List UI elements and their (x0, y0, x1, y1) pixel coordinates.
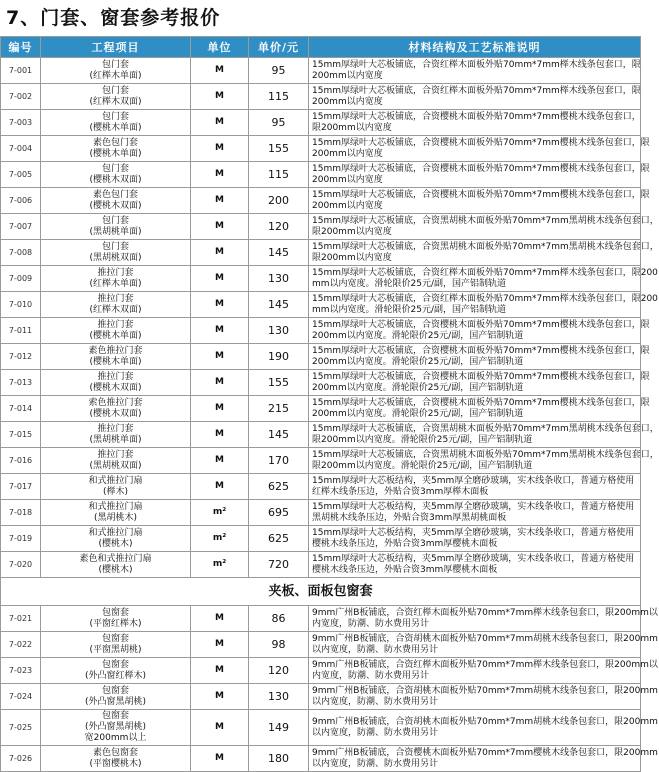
item-unit: m² (191, 552, 249, 578)
item-name-line: 宽200mm以上 (84, 733, 147, 743)
item-unit: M (191, 188, 249, 214)
item-code: 7-003 (1, 110, 41, 136)
item-name-line: 包门套 (101, 241, 129, 252)
item-name (41, 448, 191, 474)
item-code: 7-011 (1, 318, 41, 344)
item-name (41, 292, 191, 318)
item-name (41, 214, 191, 240)
item-name (41, 632, 191, 658)
item-unit: M (191, 370, 249, 396)
item-description-line: 15mm厚绿叶大芯板铺底，合资樱桃木面板外贴70mm*7mm樱桃木线条包套口，限 (312, 189, 650, 200)
item-price: 120 (249, 658, 309, 684)
table-row (1, 318, 641, 344)
item-code: 7-006 (1, 188, 41, 214)
table-row (1, 448, 641, 474)
item-unit: M (191, 684, 249, 710)
item-description-line: 15mm厚绿叶大芯板铺底，合资红榉木面板外贴70mm*7mm榉木线条包套口，限200 (312, 293, 658, 304)
item-name-line: 和式推拉门扇 (88, 527, 143, 538)
item-unit: M (191, 606, 249, 632)
item-description (309, 684, 658, 710)
item-code: 7-007 (1, 214, 41, 240)
item-description-line: 15mm厚绿叶大芯板结构，夹5mm厚全磨砂玻璃，实木线条收口，普通方格使用 (312, 501, 635, 512)
table-row (1, 746, 641, 772)
item-description-line: 200mm以内宽度 (312, 96, 383, 107)
item-description-line: 15mm厚绿叶大芯板铺底，合资黑胡桃木面板外贴70mm*7mm黑胡桃木线条包套口， (312, 215, 659, 226)
item-description-line: 15mm厚绿叶大芯板铺底，合资黑胡桃木面板外贴70mm*7mm黑胡桃木线条包套口， (312, 449, 659, 460)
item-name-line: (樱桃木双面) (89, 408, 142, 419)
item-description-line: 9mm广州B板铺底，合资红榉木面板外贴70mm*7mm榉木线条包套口，限200mm以 (312, 659, 658, 670)
item-unit: M (191, 58, 249, 84)
item-price: 200 (249, 188, 309, 214)
table-row (1, 136, 641, 162)
item-code: 7-026 (1, 746, 41, 772)
item-name-line: 素色推拉门套 (88, 345, 143, 356)
item-code: 7-010 (1, 292, 41, 318)
item-price: 155 (249, 136, 309, 162)
item-code: 7-025 (1, 710, 41, 746)
item-price: 625 (249, 526, 309, 552)
item-description (309, 162, 650, 188)
item-unit: M (191, 110, 249, 136)
item-description (309, 552, 641, 578)
item-name-line: 推拉门套 (97, 319, 134, 330)
item-description-line: 9mm广州B板铺底，合资胡桃木面板外贴70mm*7mm胡桃木线条包套口，限200mm (312, 633, 658, 644)
item-code: 7-021 (1, 606, 41, 632)
item-name (41, 240, 191, 266)
item-name-line: 包窗套 (101, 633, 129, 644)
table-row (1, 606, 641, 632)
table-body-windows (1, 606, 658, 772)
item-description (309, 318, 650, 344)
item-name-line: 推拉门套 (97, 293, 134, 304)
table-row (1, 110, 641, 136)
item-description (309, 474, 641, 500)
item-price: 98 (249, 632, 309, 658)
item-unit: M (191, 658, 249, 684)
item-name-line: (红榉木单面) (89, 70, 142, 81)
table-row (1, 58, 641, 84)
item-name (41, 474, 191, 500)
item-price: 120 (249, 214, 309, 240)
header-code: 编号 (1, 37, 41, 58)
section-row (1, 578, 641, 606)
item-description (309, 188, 650, 214)
table-row (1, 84, 641, 110)
item-code: 7-019 (1, 526, 41, 552)
item-unit: M (191, 474, 249, 500)
item-description-line: 以内宽度，防潮、防水费用另计 (312, 644, 439, 655)
table-body-doors (1, 58, 659, 578)
item-description-line: 15mm厚绿叶大芯板结构，夹5mm厚全磨砂玻璃，实木线条收口，普通方格使用 (312, 527, 635, 538)
item-code: 7-005 (1, 162, 41, 188)
table-row (1, 162, 641, 188)
item-name-line: 素色包门套 (92, 137, 138, 148)
item-price: 130 (249, 684, 309, 710)
item-description-line: 15mm厚绿叶大芯板铺底，合资黑胡桃木面板外贴70mm*7mm黑胡桃木线条包套口， (312, 423, 659, 434)
item-name-line: (樱桃木双面) (89, 382, 142, 393)
item-name-line: (外凸窗红榉木) (84, 670, 147, 681)
item-price: 95 (249, 58, 309, 84)
item-code: 7-015 (1, 422, 41, 448)
item-name-line: 包窗套 (101, 711, 129, 721)
table-row (1, 292, 641, 318)
item-code: 7-012 (1, 344, 41, 370)
item-description-line: 9mm广州B板铺底，合资胡桃木面板外贴70mm*7mm胡桃木线条包套口，限200mm (312, 716, 658, 727)
item-name (41, 58, 191, 84)
item-description-line: 200mm以内宽度 (312, 148, 383, 159)
item-code: 7-002 (1, 84, 41, 110)
item-description-line: 以内宽度，防潮、防水费用另计 (312, 758, 439, 769)
item-description-line: 15mm厚绿叶大芯板铺底，合资红榉木面板外贴70mm*7mm榉木线条包套口，限 (312, 59, 641, 70)
item-name-line: 和式推拉门扇 (88, 501, 143, 512)
item-name-line: (红榉木双面) (89, 96, 142, 107)
table-row (1, 370, 641, 396)
item-name-line: (黑胡桃双面) (89, 252, 142, 263)
item-code: 7-001 (1, 58, 41, 84)
item-description-line: 以内宽度，防潮、防水费用另计 (312, 727, 439, 738)
item-name-line: (樱桃木单面) (89, 122, 142, 133)
item-description-line: 200mm以内宽度 (312, 200, 383, 211)
item-name-line: 索色推拉门套 (88, 397, 143, 408)
item-name-line: (樱桃木) (98, 564, 133, 575)
item-unit: M (191, 84, 249, 110)
item-description (309, 266, 658, 292)
item-name-line: 包窗套 (101, 607, 129, 618)
item-name-line: (樱桃木单面) (89, 148, 142, 159)
table-row (1, 344, 641, 370)
item-name-line: (平窗樱桃木) (89, 758, 142, 769)
item-description (309, 396, 650, 422)
item-unit: M (191, 396, 249, 422)
item-description (309, 658, 658, 684)
item-name-line: (黑胡桃单面) (89, 226, 142, 237)
table-row (1, 500, 641, 526)
item-name (41, 370, 191, 396)
item-name-line: (外凸窗黑胡桃) (84, 722, 147, 732)
table-row (1, 710, 641, 746)
item-price: 190 (249, 344, 309, 370)
item-description-line: 限200mm以内宽度。滑轮限价25元/副，国产铝制轨道 (312, 460, 533, 471)
item-description-line: 15mm厚绿叶大芯板铺底，合资红榉木面板外贴70mm*7mm榉木线条包套口，限200 (312, 267, 658, 278)
item-code: 7-008 (1, 240, 41, 266)
item-code: 7-004 (1, 136, 41, 162)
item-description-line: 以内宽度，防潮、防水费用另计 (312, 696, 439, 707)
item-description (309, 746, 658, 772)
table-row (1, 422, 641, 448)
item-description-line: 15mm厚绿叶大芯板铺底，合资樱桃木面板外贴70mm*7mm樱桃木线条包套口，限 (312, 397, 650, 408)
item-unit: M (191, 632, 249, 658)
item-price: 86 (249, 606, 309, 632)
item-name (41, 318, 191, 344)
item-name (41, 84, 191, 110)
price-table (0, 36, 659, 772)
item-description-line: 樱桃木线条压边，外贴合资3mm厚樱桃木面板 (312, 538, 498, 549)
table-row (1, 474, 641, 500)
item-description-line: 15mm厚绿叶大芯板铺底，合资红榉木面板外贴70mm*7mm榉木线条包套口，限 (312, 85, 641, 96)
item-code: 7-016 (1, 448, 41, 474)
item-description-line: 限200mm以内宽度 (312, 122, 392, 133)
item-unit: M (191, 136, 249, 162)
table-row (1, 684, 641, 710)
item-name-line: (樱桃木双面) (89, 174, 142, 185)
header-price: 单价/元 (249, 37, 309, 58)
item-code: 7-009 (1, 266, 41, 292)
item-unit: M (191, 422, 249, 448)
item-description-line: 内宽度，防潮、防水费用另计 (312, 618, 430, 629)
item-description-line: 15mm厚绿叶大芯板结构，夹5mm厚全磨砂玻璃，实木线条收口，普通方格使用 (312, 553, 635, 564)
item-name (41, 136, 191, 162)
item-name (41, 710, 191, 746)
page-title: 7、门套、窗套参考报价 (6, 7, 221, 29)
item-description (309, 344, 650, 370)
item-code: 7-020 (1, 552, 41, 578)
item-name (41, 162, 191, 188)
table-row (1, 552, 641, 578)
item-description (309, 526, 641, 552)
item-price: 695 (249, 500, 309, 526)
item-price: 625 (249, 474, 309, 500)
item-price: 155 (249, 370, 309, 396)
item-price: 145 (249, 292, 309, 318)
item-code: 7-013 (1, 370, 41, 396)
item-code: 7-014 (1, 396, 41, 422)
item-description-line: 9mm广州B板铺底，合资红榉木面板外贴70mm*7mm榉木线条包套口，限200mm以 (312, 607, 658, 618)
item-price: 180 (249, 746, 309, 772)
item-description (309, 606, 658, 632)
item-name-line: (樱桃木双面) (89, 200, 142, 211)
item-description-line: 黑胡桃木线条压边，外贴合资3mm厚黑胡桃面板 (312, 512, 507, 523)
item-unit: M (191, 292, 249, 318)
item-name-line: 素色包门套 (92, 189, 138, 200)
table-row (1, 526, 641, 552)
item-description-line: 15mm厚绿叶大芯板铺底，合资樱桃木面板外贴70mm*7mm樱桃木线条包套口，限 (312, 319, 650, 330)
table-row (1, 188, 641, 214)
item-name (41, 746, 191, 772)
item-price: 149 (249, 710, 309, 746)
item-name-line: 包门套 (101, 85, 129, 96)
item-price: 115 (249, 162, 309, 188)
item-description (309, 422, 659, 448)
item-name (41, 422, 191, 448)
item-description (309, 214, 659, 240)
item-code: 7-017 (1, 474, 41, 500)
item-description-line: 15mm厚绿叶大芯板铺底，合资樱桃木面板外贴70mm*7mm樱桃木线条包套口，限 (312, 137, 650, 148)
item-description-line: 15mm厚绿叶大芯板铺底，合资樱桃木面板外贴70mm*7mm樱桃木线条包套口，限 (312, 163, 650, 174)
item-name (41, 188, 191, 214)
item-unit: M (191, 266, 249, 292)
item-description-line: mm以内宽度。滑轮限价25元/副，国产铝制轨道 (312, 304, 507, 315)
item-description-line: 15mm厚绿叶大芯板铺底，合资黑胡桃木面板外贴70mm*7mm黑胡桃木线条包套口， (312, 241, 659, 252)
item-code: 7-022 (1, 632, 41, 658)
item-description-line: 限200mm以内宽度 (312, 252, 392, 263)
item-description-line: 9mm广州B板铺底，合资樱桃木面板外贴70mm*7mm樱桃木线条包套口，限200mm (312, 747, 658, 758)
item-description (309, 632, 658, 658)
item-name-line: (樱桃木) (98, 538, 133, 549)
item-price: 720 (249, 552, 309, 578)
item-name-line: 包门套 (101, 163, 129, 174)
item-description-line: 15mm厚绿叶大芯板铺底，合资樱桃木面板外贴70mm*7mm樱桃木线条包套口，限 (312, 371, 650, 382)
item-name-line: 推拉门套 (97, 423, 134, 434)
item-description-line: 200mm以内宽度 (312, 174, 383, 185)
item-unit: M (191, 344, 249, 370)
item-name (41, 606, 191, 632)
item-name-line: (黑胡桃单面) (89, 434, 142, 445)
item-code: 7-018 (1, 500, 41, 526)
item-description-line: 限200mm以内宽度 (312, 226, 392, 237)
item-description-line: 限200mm以内宽度。滑轮限价25元/副，国产铝制轨道 (312, 434, 533, 445)
item-name (41, 344, 191, 370)
item-price: 95 (249, 110, 309, 136)
item-unit: m² (191, 500, 249, 526)
item-description-line: 9mm广州B板铺底，合资胡桃木面板外贴70mm*7mm胡桃木线条包套口，限200mm (312, 685, 658, 696)
item-name (41, 266, 191, 292)
item-description-line: 15mm厚绿叶大芯板结构，夹5mm厚全磨砂玻璃，实木线条收口，普通方格使用 (312, 475, 635, 486)
item-description-line: 红榉木线条压边，外贴合资3mm厚榉木面板 (312, 486, 489, 497)
item-name-line: 推拉门套 (97, 371, 134, 382)
item-description-line: 200mm以内宽度。滑轮限价25元/副，国产铝制轨道 (312, 382, 524, 393)
item-name (41, 110, 191, 136)
item-description (309, 448, 659, 474)
item-description (309, 500, 641, 526)
item-name-line: 包窗套 (101, 685, 129, 696)
item-name-line: (外凸窗黑胡桃) (84, 696, 147, 707)
item-name-line: 包门套 (101, 59, 129, 70)
item-unit: M (191, 746, 249, 772)
item-description-line: 15mm厚绿叶大芯板铺底，合资樱桃木面板外贴70mm*7mm樱桃木线条包套口， (312, 111, 641, 122)
item-name-line: (樱桃木单面) (89, 356, 142, 367)
item-name (41, 552, 191, 578)
item-name-line: (樱桃木单面) (89, 330, 142, 341)
item-description (309, 58, 641, 84)
table-body-section (1, 578, 641, 606)
header-unit: 单位 (191, 37, 249, 58)
item-name (41, 396, 191, 422)
item-name-line: 推拉门套 (97, 267, 134, 278)
item-name-line: 素色包窗套 (92, 747, 138, 758)
item-unit: M (191, 710, 249, 746)
item-description (309, 240, 659, 266)
item-name-line: 和式推拉门扇 (88, 475, 143, 486)
item-description (309, 370, 650, 396)
table-row (1, 632, 641, 658)
item-description (309, 84, 641, 110)
item-name-line: 包门套 (101, 111, 129, 122)
item-price: 145 (249, 422, 309, 448)
item-description-line: 200mm以内宽度 (312, 70, 383, 81)
section-title: 夹板、面板包窗套 (1, 578, 641, 606)
item-price: 130 (249, 318, 309, 344)
item-name-line: (平窗黑胡桃) (89, 644, 142, 655)
item-name-line: (黑胡桃木) (93, 512, 138, 523)
table-row (1, 214, 641, 240)
item-price: 215 (249, 396, 309, 422)
item-name-line: 推拉门套 (97, 449, 134, 460)
item-unit: M (191, 318, 249, 344)
table-header-row (1, 37, 641, 58)
item-description-line: 200mm以内宽度。滑轮限价25元/副，国产铝制轨道 (312, 330, 524, 341)
header-desc: 材料结构及工艺标准说明 (309, 37, 641, 58)
item-name-line: (平窗红榉木) (89, 618, 142, 629)
table-row (1, 240, 641, 266)
item-name-line: 包门套 (101, 215, 129, 226)
item-price: 115 (249, 84, 309, 110)
item-name-line: 包窗套 (101, 659, 129, 670)
item-description-line: 200mm以内宽度。滑轮限价25元/副，国产铝制轨道 (312, 356, 524, 367)
item-unit: m² (191, 526, 249, 552)
table-row (1, 396, 641, 422)
item-unit: M (191, 162, 249, 188)
item-description-line: mm以内宽度。滑轮限价25元/副，国产铝制轨道 (312, 278, 507, 289)
item-unit: M (191, 214, 249, 240)
item-price: 130 (249, 266, 309, 292)
item-name-line: (红榉木单面) (89, 278, 142, 289)
header-item: 工程项目 (41, 37, 191, 58)
table-row (1, 266, 641, 292)
item-description (309, 110, 641, 136)
item-name (41, 500, 191, 526)
table-row (1, 658, 641, 684)
item-name-line: 素色和式推拉门扇 (79, 553, 152, 564)
item-description-line: 200mm以内宽度。滑轮限价25元/副，国产铝制轨道 (312, 408, 524, 419)
item-unit: M (191, 240, 249, 266)
item-price: 145 (249, 240, 309, 266)
item-description (309, 292, 658, 318)
item-name (41, 684, 191, 710)
item-name-line: (黑胡桃双面) (89, 460, 142, 471)
item-name-line: (红榉木双面) (89, 304, 142, 315)
item-unit: M (191, 448, 249, 474)
item-code: 7-024 (1, 684, 41, 710)
item-description-line: 内宽度，防潮、防水费用另计 (312, 670, 430, 681)
item-code: 7-023 (1, 658, 41, 684)
item-description-line: 15mm厚绿叶大芯板铺底，合资樱桃木面板外贴70mm*7mm樱桃木线条包套口，限 (312, 345, 650, 356)
item-description-line: 樱桃木线条压边，外贴合资3mm厚樱桃木面板 (312, 564, 498, 575)
item-price: 170 (249, 448, 309, 474)
item-name-line: (榉木) (102, 486, 129, 497)
item-description (309, 710, 658, 746)
item-name (41, 658, 191, 684)
item-description (309, 136, 650, 162)
item-name (41, 526, 191, 552)
